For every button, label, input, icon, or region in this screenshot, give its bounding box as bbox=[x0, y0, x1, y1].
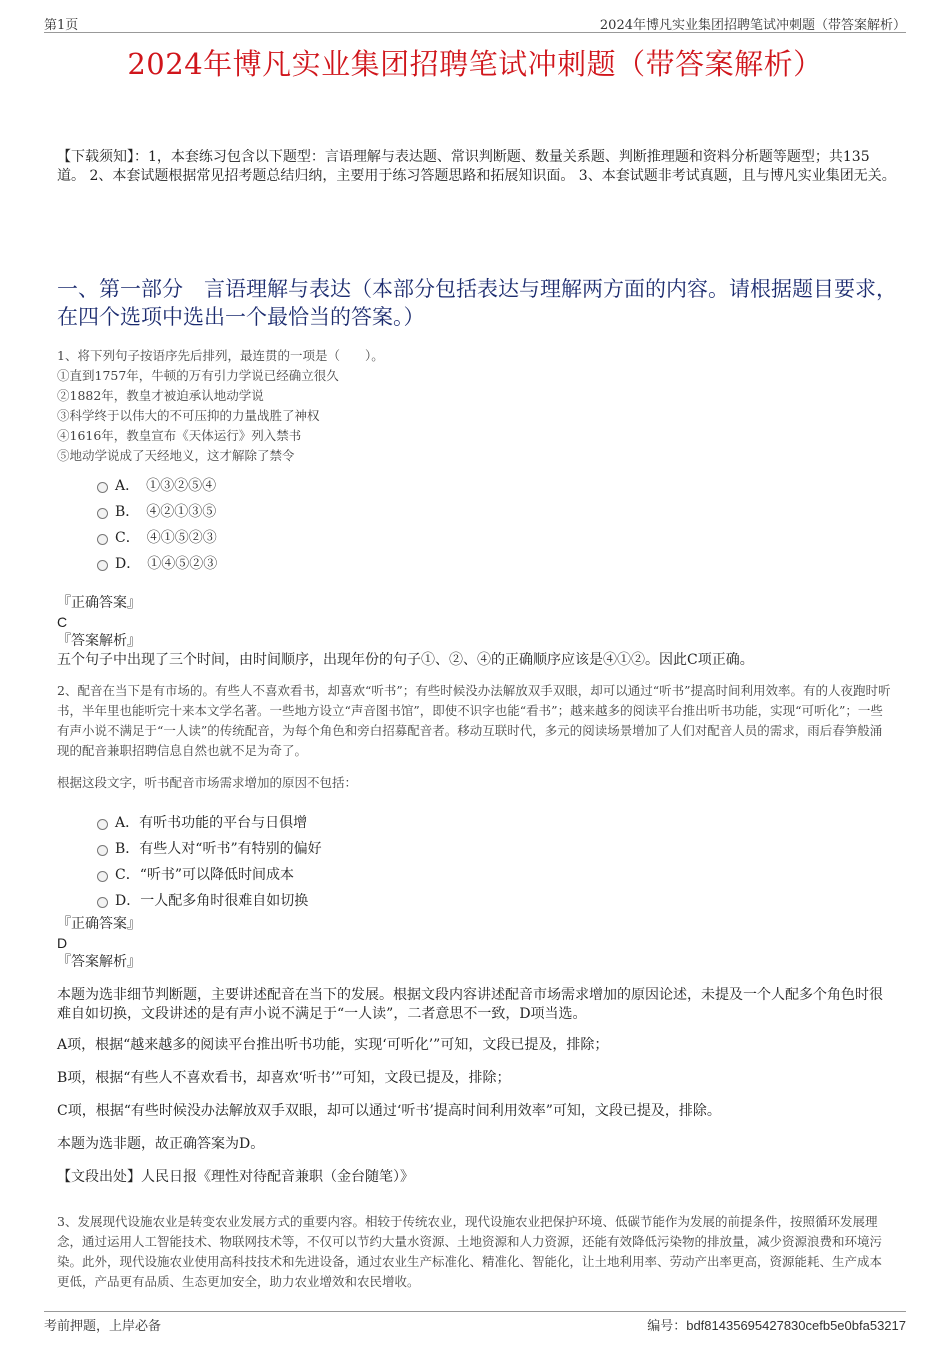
radio-button[interactable] bbox=[97, 897, 108, 908]
footer-slogan: 考前押题，上岸必备 bbox=[44, 1319, 162, 1334]
answer-heading: 『正确答案』 bbox=[57, 916, 141, 932]
answer-value: D bbox=[57, 935, 68, 951]
document-code-label: 编号： bbox=[647, 1319, 687, 1334]
option-label: D．一人配多角时很难自如切换 bbox=[115, 893, 309, 909]
analysis-paragraph: A项，根据“越来越多的阅读平台推出听书功能，实现‘可听化’”可知，文段已提及，排除； bbox=[57, 1037, 609, 1053]
question-1-line: ⑤地动学说成了天经地义，这才解除了禁令 bbox=[57, 448, 295, 463]
answer-heading: 『正确答案』 bbox=[57, 595, 141, 611]
answer-value: C bbox=[57, 614, 68, 630]
document-code-value: bdf81435695427830cefb5e0bfa53217 bbox=[686, 1318, 906, 1333]
analysis-paragraph: B项，根据“有些人不喜欢看书，却喜欢‘听书’”可知，文段已提及，排除； bbox=[57, 1070, 511, 1086]
question-3 bbox=[57, 1212, 892, 1292]
option-label: C．“听书”可以降低时间成本 bbox=[115, 867, 295, 883]
question-2-option-a[interactable] bbox=[57, 811, 892, 837]
question-2 bbox=[57, 681, 892, 1187]
radio-button[interactable] bbox=[97, 482, 108, 493]
section-title: 一、第一部分 言语理解与表达（本部分包括表达与理解两方面的内容。请根据题目要求，在四个选项中选出一个最恰当的答案。） bbox=[57, 277, 897, 329]
analysis-heading: 『答案解析』 bbox=[57, 954, 141, 970]
document-title: 2024年博凡实业集团招聘笔试冲刺题（带答案解析） bbox=[127, 47, 823, 81]
question-1-option-b[interactable] bbox=[57, 500, 892, 526]
source-citation: 【文段出处】人民日报《理性对待配音兼职（金台随笔）》 bbox=[57, 1169, 414, 1185]
radio-button[interactable] bbox=[97, 871, 108, 882]
document-code bbox=[647, 1315, 906, 1334]
question-2-option-d[interactable] bbox=[57, 889, 892, 915]
question-1 bbox=[57, 346, 892, 670]
radio-button[interactable] bbox=[97, 534, 108, 545]
question-1-stem: 1、将下列句子按语序先后排列，最连贯的一项是（ ）。 bbox=[57, 348, 384, 363]
analysis-heading: 『答案解析』 bbox=[57, 633, 141, 649]
question-2-option-c[interactable] bbox=[57, 863, 892, 889]
option-label: D． ①④⑤②③ bbox=[115, 556, 218, 572]
radio-button[interactable] bbox=[97, 508, 108, 519]
page-footer bbox=[44, 1311, 906, 1334]
page-number: 第1页 bbox=[44, 18, 79, 33]
analysis-paragraph: C项，根据“有些时候没办法解放双手双眼，却可以通过‘听书’提高时间利用效率”可知，文段已提及，排除。 bbox=[57, 1103, 721, 1119]
option-label: C． ④①⑤②③ bbox=[115, 530, 217, 546]
radio-button[interactable] bbox=[97, 845, 108, 856]
question-1-line: ③科学终于以伟大的不可压抑的力量战胜了神权 bbox=[57, 408, 320, 423]
option-label: A．有听书功能的平台与日俱增 bbox=[115, 815, 308, 831]
option-label: B． ④②①③⑤ bbox=[115, 504, 217, 520]
analysis-text: 五个句子中出现了三个时间，由时间顺序，出现年份的句子①、②、④的正确顺序应该是④①②。因此C项正确。 bbox=[57, 652, 754, 668]
question-1-option-c[interactable] bbox=[57, 526, 892, 552]
question-1-option-d[interactable] bbox=[57, 552, 892, 578]
question-2-stem: 2、配音在当下是有市场的。有些人不喜欢看书，却喜欢“听书”；有些时候没办法解放双手双眼，却可以通过“听书”提高时间利用效率。有的人夜跑时听书，半年里也能听完十来本文学名著。一些地方设立“声音图书馆”，即使不识字也能“看书”；越来越多的阅读平台推出听书功能，实现“可听化”；一些有声小说不满足于“一人读”的传统配音，为每个角色和旁白招募配音者。移动互联时代，多元的阅读场景增加了人们对配音人员的需求，雨后春笋般涌现的配音兼职招聘信息自然也就不足为奇了。 bbox=[57, 683, 891, 758]
question-1-option-a[interactable] bbox=[57, 474, 892, 500]
question-1-line: ④1616年，教皇宣布《天体运行》列入禁书 bbox=[57, 428, 302, 443]
question-3-stem: 3、发展现代设施农业是转变农业发展方式的重要内容。相较于传统农业，现代设施农业把保护环境、低碳节能作为发展的前提条件，按照循环发展理念，通过运用人工智能技术、物联网技术等，不仅可以节约大量水资源、土地资源和人力资源，还能有效降低污染物的排放量，减少资源浪费和环境污染。此外，现代设施农业使用高科技技术和先进设备，通过农业生产标准化、精准化、智能化，让土地利用率、劳动产出率更高，资源能耗、生产成本更低，产品更有品质、生态更加安全，助力农业增效和农民增收。 bbox=[57, 1214, 883, 1289]
question-1-line: ①直到1757年，牛顿的万有引力学说已经确立很久 bbox=[57, 368, 339, 383]
page-header bbox=[44, 12, 906, 33]
analysis-paragraph: 本题为选非细节判断题，主要讲述配音在当下的发展。根据文段内容讲述配音市场需求增加的原因论述，未提及一个人配多个角色时很难自如切换，文段讲述的是有声小说不满足于“一人读”，二者意思不一致，D项当选。 bbox=[57, 987, 883, 1022]
question-1-line: ②1882年，教皇才被迫承认地动学说 bbox=[57, 388, 264, 403]
radio-button[interactable] bbox=[97, 560, 108, 571]
analysis-paragraph: 本题为选非题，故正确答案为D。 bbox=[57, 1136, 265, 1152]
header-doc-title: 2024年博凡实业集团招聘笔试冲刺题（带答案解析） bbox=[599, 18, 906, 33]
option-label: A． ①③②⑤④ bbox=[115, 478, 217, 494]
question-2-prompt: 根据这段文字，听书配音市场需求增加的原因不包括： bbox=[57, 775, 358, 790]
radio-button[interactable] bbox=[97, 819, 108, 830]
option-label: B．有些人对“听书”有特别的偏好 bbox=[115, 841, 322, 857]
question-2-option-b[interactable] bbox=[57, 837, 892, 863]
download-notice: 【下载须知】：1，本套练习包含以下题型：言语理解与表达题、常识判断题、数量关系题、判断推理题和资料分析题等题型；共135道。 2、本套试题根据常见招考题总结归纳，主要用于练习答题思路和拓展知识面。 3、本套试题非考试真题，且与博凡实业集团无关。 bbox=[57, 149, 896, 184]
